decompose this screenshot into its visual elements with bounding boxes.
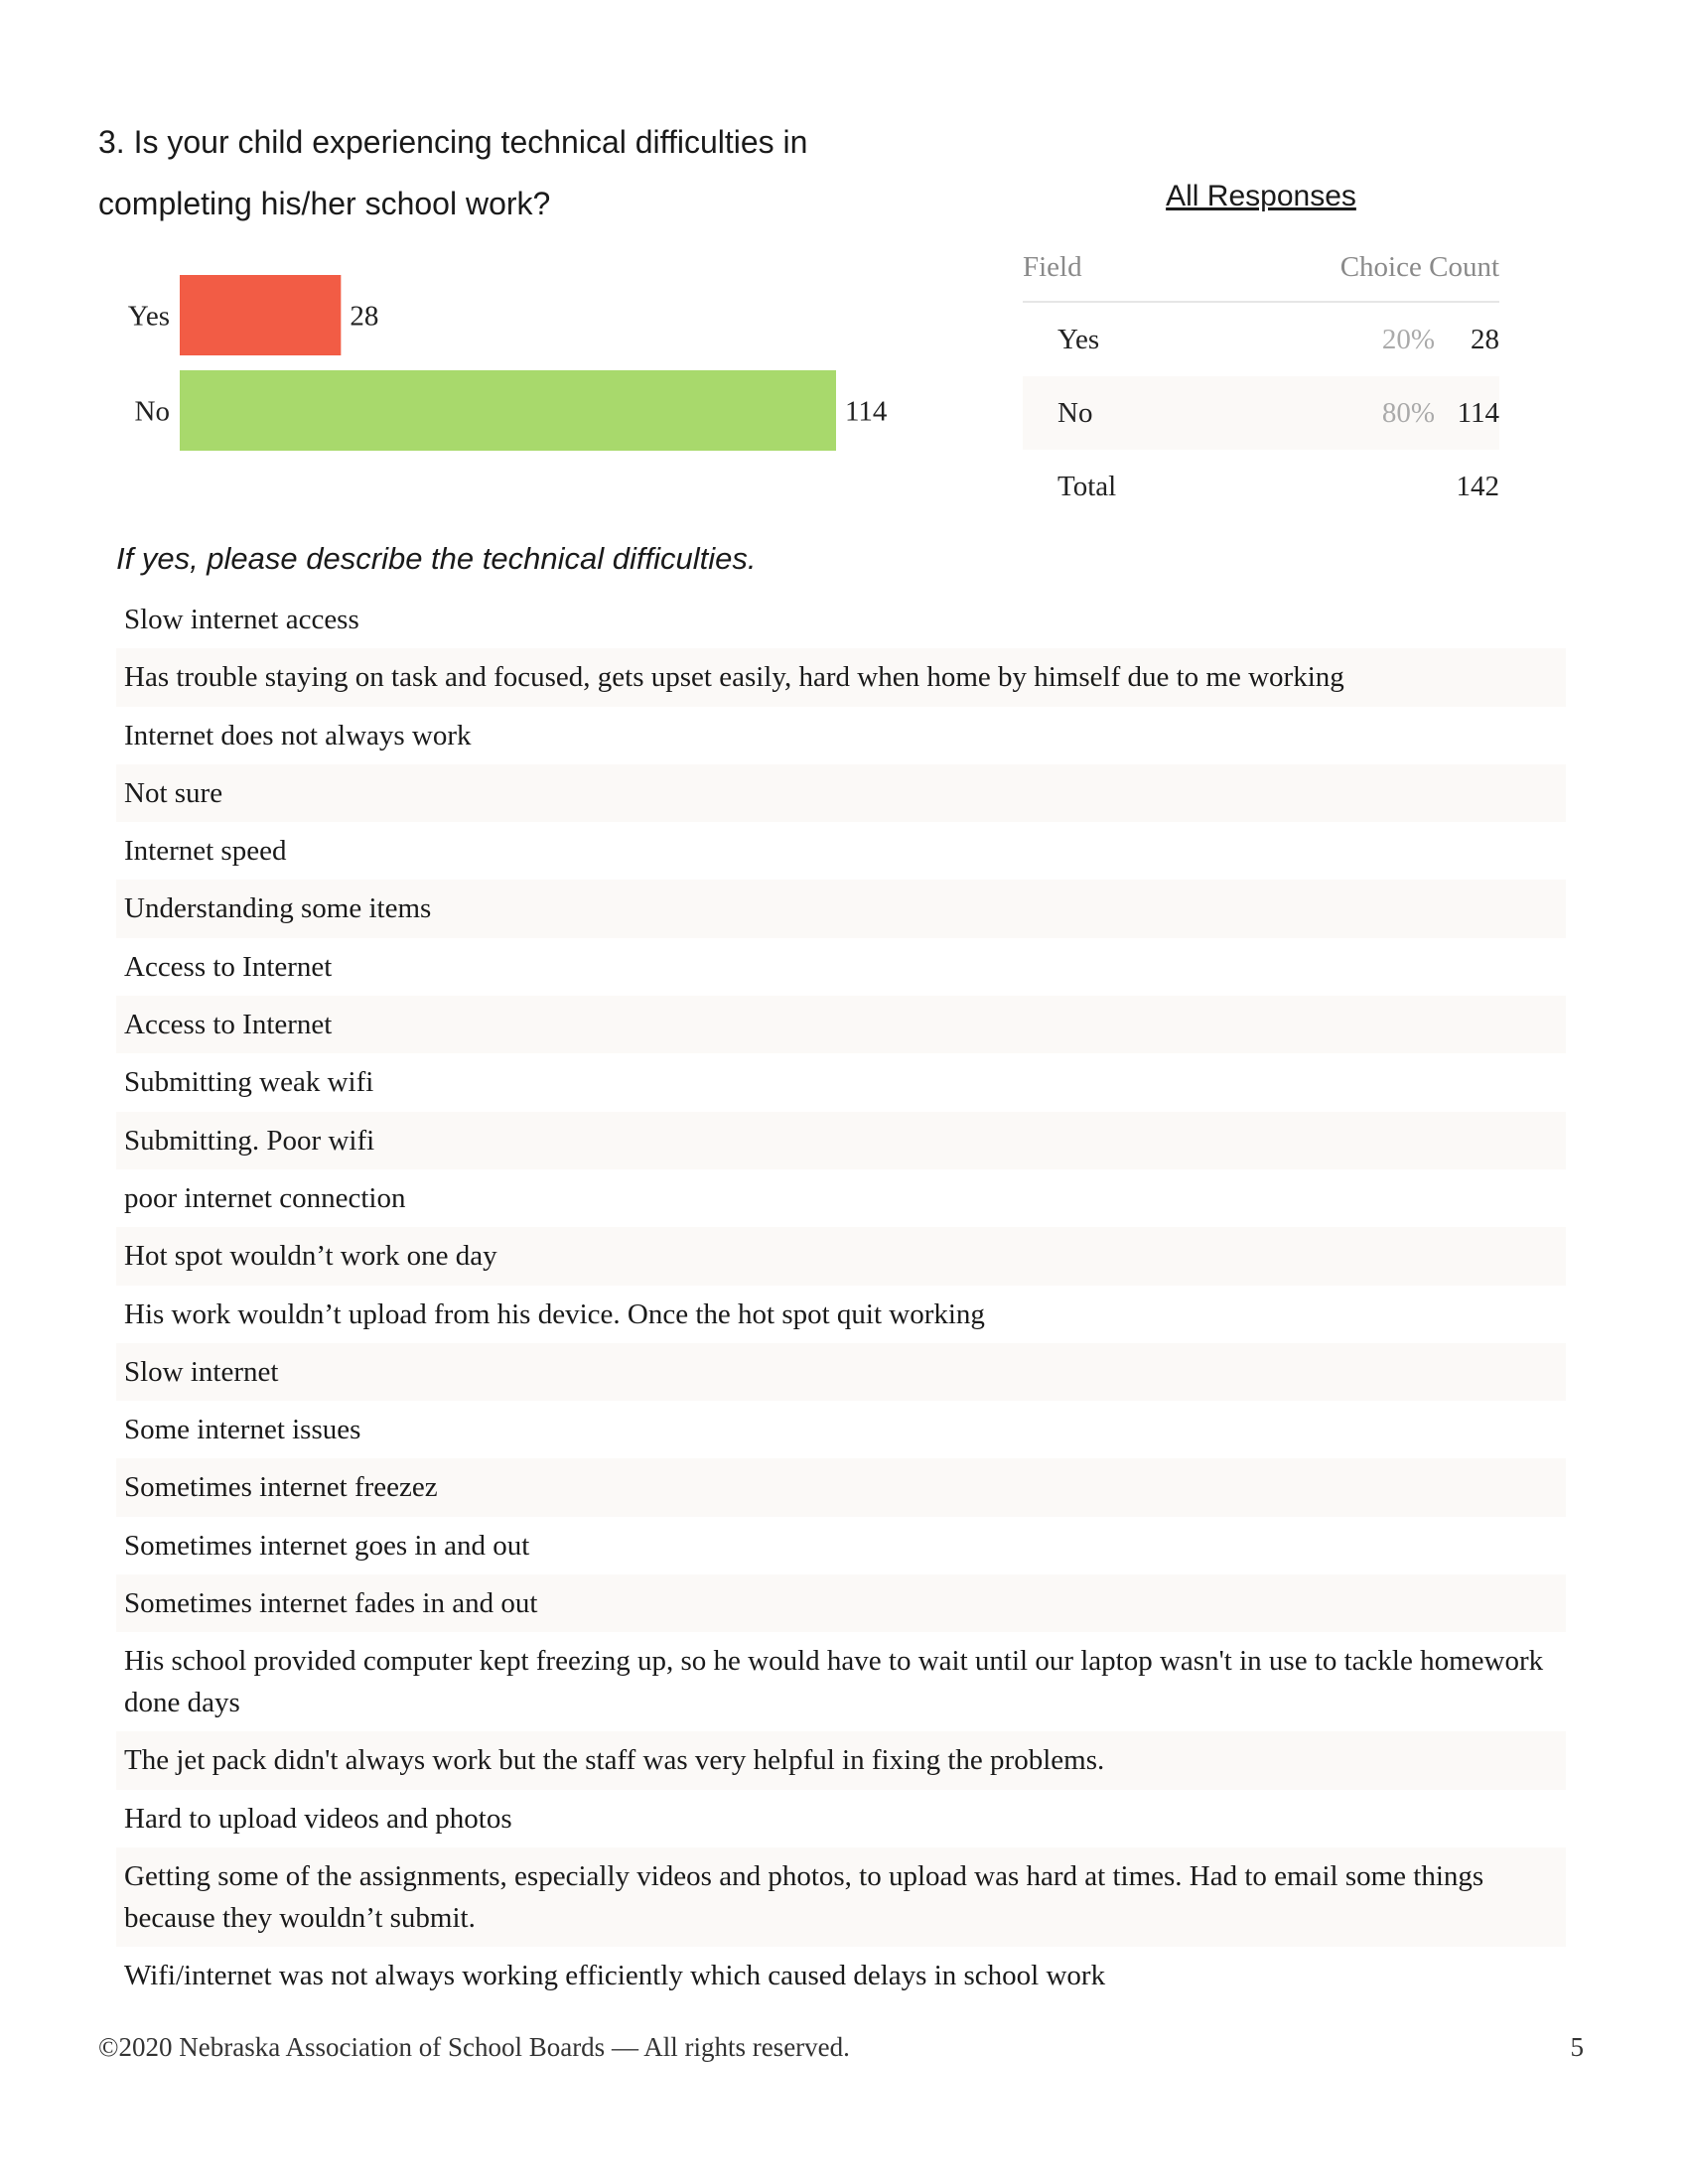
answer-item: Sometimes internet fades in and out	[116, 1574, 1566, 1632]
bar-category-label: Yes	[127, 300, 170, 333]
table-row-total	[1023, 450, 1499, 523]
bar-value-label: 114	[845, 395, 888, 428]
bar-no	[180, 370, 836, 451]
answer-item: Not sure	[116, 764, 1566, 822]
answer-item: Some internet issues	[124, 1414, 361, 1446]
table-row-yes	[1023, 303, 1499, 376]
bar-chart	[0, 0, 953, 477]
answer-item: Getting some of the assignments, especially videos and photos, to upload was hard at times. Had to email some things because they wouldn’t submit.	[116, 1847, 1566, 1947]
followup-question: If yes, please describe the technical difficulties.	[116, 541, 757, 576]
answer-item: poor internet connection	[124, 1181, 406, 1214]
answer-item: Submitting weak wifi	[124, 1066, 374, 1099]
question-title-line-2: completing his/her school work?	[98, 186, 551, 221]
answer-item: Sometimes internet goes in and out	[124, 1529, 530, 1562]
footer-copyright: ©2020 Nebraska Association of School Boards — All rights reserved.	[98, 2032, 850, 2062]
row-percent: 80%	[1381, 396, 1435, 429]
row-field: Yes	[1057, 323, 1100, 355]
responses-table	[1023, 233, 1499, 523]
answer-item: Understanding some items	[116, 880, 1566, 937]
answer-item: Has trouble staying on task and focused, gets upset easily, hard when home by himself due to me working	[116, 648, 1566, 706]
answer-item: Sometimes internet freezez	[116, 1458, 1566, 1516]
bar-category-label: No	[134, 395, 170, 428]
row-percent: 20%	[1381, 323, 1435, 355]
answer-item: Hot spot wouldn’t work one day	[116, 1227, 1566, 1285]
all-responses-title: All Responses	[1166, 180, 1356, 212]
answer-item: His school provided computer kept freezing up, so he would have to wait until our laptop wasn't in use to tackle homework done days	[124, 1645, 1544, 1719]
table-row-no	[1023, 376, 1499, 450]
bar-yes	[180, 275, 341, 355]
answer-item: Slow internet	[116, 1343, 1566, 1401]
answer-item: Access to Internet	[124, 950, 333, 983]
header-choice-count: Choice Count	[1339, 250, 1499, 283]
row-count: 28	[1471, 323, 1499, 355]
answer-item: The jet pack didn't always work but the staff was very helpful in fixing the problems.	[116, 1731, 1566, 1789]
answer-item: Hard to upload videos and photos	[124, 1802, 512, 1835]
page-number: 5	[1570, 2032, 1584, 2062]
row-count: 114	[1457, 396, 1499, 429]
answer-item: Internet does not always work	[124, 719, 472, 751]
answer-item: Access to Internet	[116, 996, 1566, 1053]
answer-item: His work wouldn’t upload from his device. Once the hot spot quit working	[124, 1297, 985, 1330]
question-title-line-1: 3. Is your child experiencing technical difficulties in	[98, 124, 808, 160]
answer-item: Submitting. Poor wifi	[116, 1112, 1566, 1169]
header-field: Field	[1023, 250, 1082, 283]
answer-item: Internet speed	[124, 835, 287, 868]
answer-item: Slow internet access	[124, 604, 359, 635]
answer-item: Wifi/internet was not always working efficiently which caused delays in school work	[124, 1959, 1106, 1991]
answer-list	[116, 591, 1566, 2004]
bar-value-label: 28	[350, 300, 379, 333]
table-header	[1023, 233, 1499, 303]
total-count: 142	[1456, 470, 1499, 502]
row-field: No	[1057, 396, 1093, 429]
total-label: Total	[1057, 470, 1117, 502]
